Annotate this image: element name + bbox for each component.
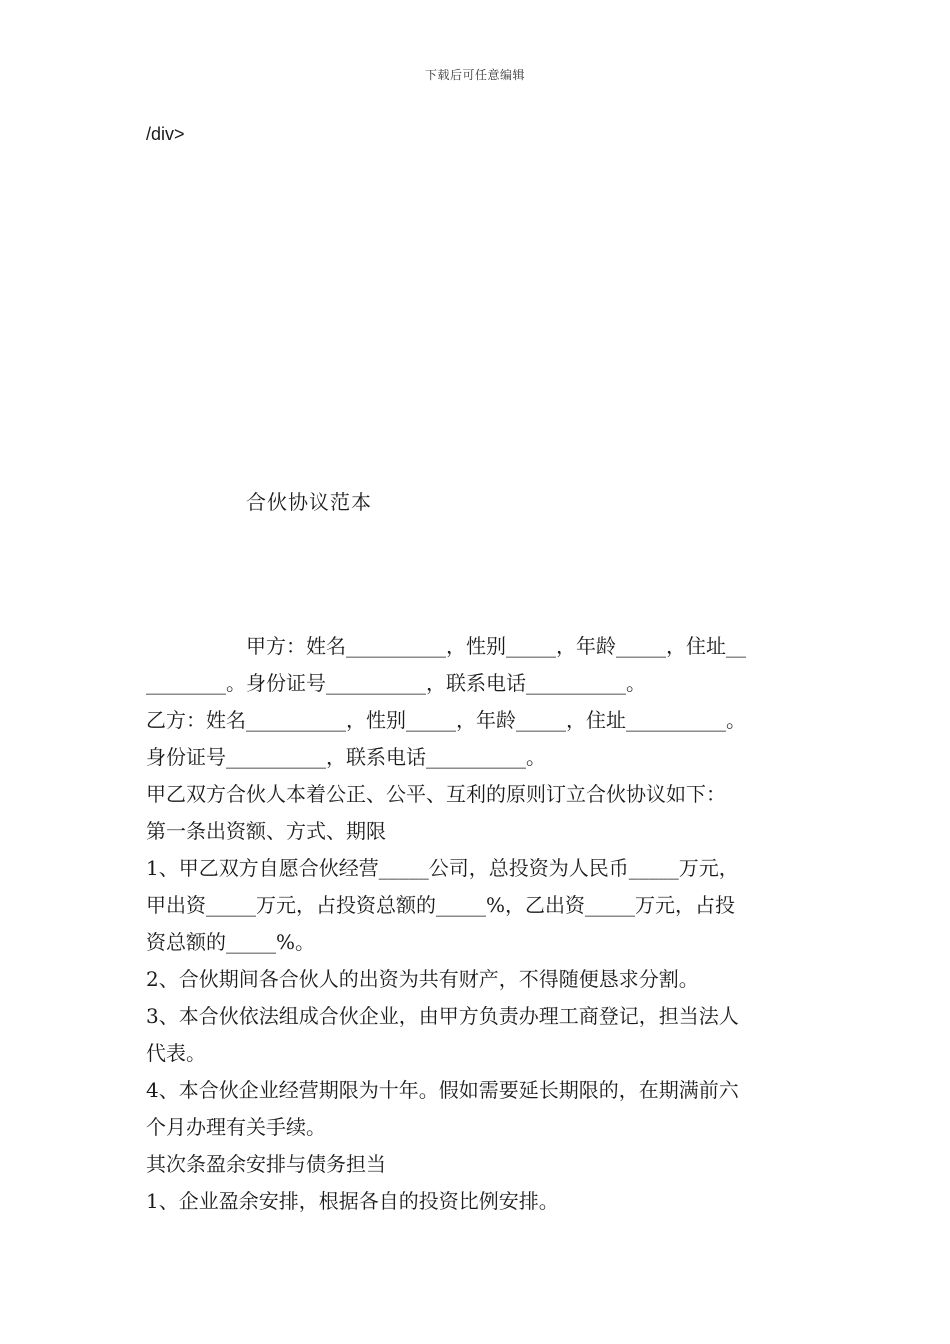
download-note: 下载后可任意编辑 xyxy=(424,68,525,82)
article-1-clause-4a: 4、本合伙企业经营期限为十年。假如需要延长期限的，在期满前六 xyxy=(146,1078,739,1102)
party-b-line-2: 身份证号__________，联系电话__________。 xyxy=(146,745,546,769)
article-1-clause-1b: 甲出资_____万元，占投资总额的_____%，乙出资_____万元，占投 xyxy=(146,893,736,917)
article-1-clause-3a: 3、本合伙依法组成合伙企业，由甲方负责办理工商登记，担当法人 xyxy=(146,1004,739,1028)
stray-markup-text: /div> xyxy=(146,124,185,144)
article-1-clause-3b: 代表。 xyxy=(146,1041,206,1065)
article-2-heading: 其次条盈余安排与债务担当 xyxy=(146,1152,386,1176)
party-b-line-1: 乙方：姓名__________，性别_____，年龄_____，住址__________。 xyxy=(146,708,746,732)
article-1-clause-2: 2、合伙期间各合伙人的出资为共有财产，不得随便恳求分割。 xyxy=(146,967,699,991)
article-2-clause-1: 1、企业盈余安排，根据各自的投资比例安排。 xyxy=(146,1189,559,1213)
article-1-clause-1c: 资总额的_____%。 xyxy=(146,930,316,954)
article-1-heading: 第一条出资额、方式、期限 xyxy=(146,819,386,843)
document-title: 合伙协议范本 xyxy=(246,490,372,514)
article-1-clause-4b: 个月办理有关手续。 xyxy=(146,1115,326,1139)
preamble: 甲乙双方合伙人本着公正、公平、互利的原则订立合伙协议如下： xyxy=(146,782,726,806)
contract-body xyxy=(146,628,826,1220)
party-a-line-2: ________。身份证号__________，联系电话__________。 xyxy=(146,671,646,695)
article-1-clause-1a: 1、甲乙双方自愿合伙经营_____公司，总投资为人民币_____万元， xyxy=(146,856,739,880)
party-a-line-1: 甲方：姓名__________，性别_____，年龄_____，住址__ xyxy=(246,634,746,658)
